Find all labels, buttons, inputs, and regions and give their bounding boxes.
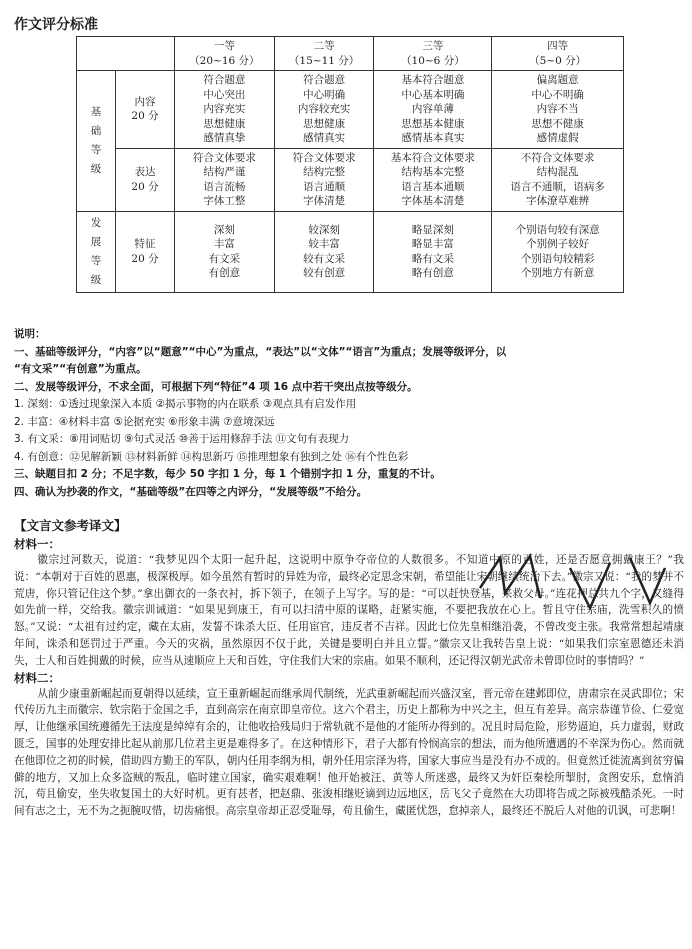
criteria-cell: [374, 211, 492, 292]
criteria-line: 字体工整: [203, 195, 246, 207]
item-name: 表达: [134, 166, 156, 178]
criteria-line: 有创意: [208, 267, 241, 279]
material2-text: 从前少康重新崛起而夏朝得以延续，宣王重新崛起而继承周代制统，光武重新崛起而兴盛汉室，晋元帝在建邺即位，唐肃宗在灵武即位；宋代传历九主而徽宗、钦宗陷于金国之手，直到高宗在南京即皇帝位。这六个君主，历史上都称为中兴之主，但互有差异。高宗恭谨节俭、仁爱宽厚，让他继承国统遵循先王法度是绰绰有余的，让他收拾残局归于常轨就不是他的才能所办得到的。况且时局危险，形势逼迫，兵力虚弱，财政匮乏，国事的处理安排比起从前那几位君主更是难得多了。在这种情形下，君子大都有怜悯高宗的想法，而为他所遭遇的不幸深为伤心。然而就在他即位之初的时候，借助四方勤王的军队，朝内任用李纲为相，朝外任用宗泽为将，国家大事应当是没有办不成的。但竟然迁徙流离到贫穷偏僻的地方，又加上众多盗贼的叛乱，临时建立国家，确实艰难啊！他开始被汪、黄等人所迷惑，最终又为奸臣秦桧所掣肘，贪图安乐，怠惰消沉，苟且偷安，坐失收复国土的大好时机。更有甚者，把赵鼎、张浚相继贬谪到边远地区，岳飞父子竟然在大功即将告成之际被残酷杀死。一时间有志之士，无不为之扼腕叹惜，切齿痛恨。高宗皇帝却正忍受耻辱，苟且偷生，藏匿忧怨，怠掉亲人，最终还不脱后人对他的讥讽，可悲啊！: [14, 687, 684, 818]
criteria-cell: [492, 71, 624, 149]
criteria-cell: [274, 148, 374, 211]
criteria-line: 中心基本明确: [401, 88, 465, 101]
level-char: 展: [90, 235, 102, 248]
criteria-line: 个别例子较好: [526, 238, 590, 250]
grade-name: 三等: [422, 40, 444, 52]
criteria-line: 较有创意: [303, 267, 346, 279]
item-name: 特征: [134, 238, 156, 250]
criteria-line: 个别地方有新意: [520, 267, 595, 279]
criteria-cell: [175, 71, 275, 149]
notes-heading: 说明：: [14, 328, 46, 340]
criteria-cell: [492, 211, 624, 292]
item-name: 内容: [134, 95, 156, 108]
criteria-line: 内容较充实: [297, 103, 351, 115]
criteria-line: 中心明确: [303, 88, 346, 101]
grade-range: （20~16 分）: [189, 54, 260, 67]
handwriting-scribble: [460, 548, 680, 618]
level-label: [77, 211, 116, 292]
note-line: 3. 有文采：⑧用词贴切 ⑨句式灵活 ⑩善于运用修辞手法 ⑪文句有表现力: [14, 433, 350, 445]
criteria-line: 个别语句较有深意: [515, 223, 600, 236]
note-line: 四、确认为抄袭的作文，“基础等级”在四等之内评分，“发展等级”不给分。: [14, 485, 368, 498]
table-row: [77, 71, 624, 149]
criteria-line: 语言流畅: [203, 180, 246, 193]
page-title: 作文评分标准: [14, 17, 98, 33]
criteria-line: 感情真挚: [203, 132, 246, 144]
criteria-cell: [374, 71, 492, 149]
note-line: 2. 丰富：④材料丰富 ⑤论据充实 ⑥形象丰满 ⑦意境深远: [14, 415, 275, 428]
scoring-notes: [14, 326, 682, 501]
criteria-line: 字体基本清楚: [401, 195, 465, 207]
item-label: [116, 148, 175, 211]
criteria-line: 语言通顺: [303, 180, 346, 193]
criteria-line: 略显丰富: [411, 238, 454, 250]
item-score: 20 分: [131, 110, 159, 123]
criteria-line: 中心不明确: [531, 88, 584, 101]
criteria-line: 字体潦草难辨: [526, 195, 590, 207]
criteria-line: 思想健康: [203, 117, 246, 130]
criteria-line: 基本符合文体要求: [390, 151, 475, 164]
criteria-line: 符合题意: [203, 74, 246, 86]
criteria-line: 思想健康: [303, 117, 346, 130]
criteria-line: 较有文采: [303, 252, 346, 265]
material1-label: 材料一：: [14, 537, 60, 551]
criteria-line: 结构基本完整: [401, 166, 465, 178]
criteria-line: 略有创意: [411, 267, 454, 279]
criteria-cell: [492, 148, 624, 211]
item-label: [116, 211, 175, 292]
item-score: 20 分: [131, 180, 159, 193]
level-char: 础: [90, 124, 102, 137]
criteria-line: 基本符合题意: [401, 74, 465, 86]
criteria-line: 结构完整: [303, 166, 346, 178]
criteria-line: 语言基本通顺: [401, 180, 465, 193]
note-line: 一、基础等级评分，“内容”以“题意”“中心”为重点，“表达”以“文体”“语言”为重点；发展等级评分，以: [14, 345, 507, 358]
criteria-line: 略有文采: [411, 252, 454, 265]
table-header-row: [77, 37, 624, 71]
level-char: 等: [90, 143, 102, 156]
level-label: [77, 71, 116, 212]
grade-header: [274, 37, 374, 71]
grade-header: [175, 37, 275, 71]
criteria-line: 丰富: [213, 238, 235, 250]
criteria-line: 偏离题意: [536, 74, 579, 86]
level-char: 等: [90, 254, 102, 267]
criteria-line: 语言不通顺，语病多: [510, 180, 605, 193]
material2-label: 材料二：: [14, 670, 60, 685]
level-char: 发: [90, 216, 102, 229]
grade-header: [492, 37, 624, 71]
material1-text: 徽宗过河数天，说道：“我梦见四个太阳一起升起，这说明中原争夺帝位的人数很多。不知道中原的百姓，还是否愿意拥戴康王？”我说：“本朝对于百姓的恩惠，极深极厚。如今虽然有暂时的异姓为帝，最终必定思念宋朝，希望能让宋朝继续统治下去。”徽宗又说：“我的梦并不荒唐，你只管记住这个梦。”拿出御衣的一条衣衬，拆下领子，在领子上写字。写的是：“可以赶快登基，来救父母。”连花押总共九个字，又缝得如先前一样，交给我。徽宗训诫道：“如果见到康王，有可以扫清中原的谋略，赶紧实施，不要把我放在心上。暂且守住宗庙，洗雪积久的愤怒。”又说：“太祖有过约定，藏在太庙，发誓不诛杀大臣、任用宦官，违反者不吉祥。因此七位先皇相继沿袭，不曾改变主张。我常常想起靖康年间，诛杀和惩罚过于严重。今天的灾祸，虽然原因不仅于此，关键是要明白并且立誓。”徽宗又让我转告皇上说：“如果我们宗室恩德还未消失，士人和百姓拥戴的时候，应当从速顺应上天和百姓，守住我们大宋的宗庙。如果不顺利，还记得汉朝光武帝未曾即位时的事情吗？”: [14, 554, 684, 667]
criteria-line: 思想基本健康: [401, 117, 465, 130]
criteria-line: 略显深刻: [411, 223, 454, 236]
item-label: [116, 71, 175, 149]
criteria-line: 字体清楚: [303, 195, 346, 207]
grade-range: （10~6 分）: [401, 54, 465, 67]
criteria-line: 结构混乱: [536, 166, 579, 178]
criteria-line: 内容单薄: [411, 103, 454, 115]
criteria-line: 不符合文体要求: [520, 151, 595, 164]
note-line: “有文采”“有创意”为重点。: [14, 363, 147, 375]
grade-range: （5~0 分）: [529, 54, 587, 67]
criteria-line: 结构严谨: [203, 166, 246, 178]
header-blank: [77, 37, 175, 71]
level-char: 级: [90, 162, 102, 175]
criteria-line: 符合文体要求: [192, 151, 256, 164]
grade-name: 四等: [547, 40, 569, 52]
criteria-line: 思想不健康: [531, 117, 584, 130]
note-line: 4. 有创意：⑫见解新颖 ⑬材料新鲜 ⑭构思新巧 ⑮推理想象有独到之处 ⑯有个性色彩: [14, 450, 409, 463]
criteria-cell: [175, 148, 275, 211]
level-char: 级: [90, 273, 102, 286]
criteria-cell: [374, 148, 492, 211]
table-row: [77, 211, 624, 292]
criteria-cell: [175, 211, 275, 292]
criteria-line: 感情真实: [303, 132, 346, 144]
criteria-line: 较丰富: [308, 238, 340, 250]
grade-name: 一等: [213, 40, 235, 52]
note-line: 1. 深刻：①透过现象深入本质 ②揭示事物的内在联系 ③观点具有启发作用: [14, 398, 357, 410]
item-score: 20 分: [131, 252, 159, 265]
note-line: 二、发展等级评分，不求全面，可根据下列“特征”4 项 16 点中若干突出点按等级分。: [14, 380, 418, 393]
criteria-cell: [274, 71, 374, 149]
criteria-line: 有文采: [208, 252, 241, 265]
rubric-table: [76, 36, 624, 293]
criteria-line: 个别语句较精彩: [520, 252, 595, 265]
grade-header: [374, 37, 492, 71]
criteria-line: 深刻: [213, 223, 235, 236]
table-row: [77, 148, 624, 211]
translation-heading: 【文言文参考译文】: [14, 518, 127, 533]
grade-range: （15~11 分）: [288, 54, 360, 67]
criteria-cell: [274, 211, 374, 292]
grade-name: 二等: [313, 40, 335, 52]
criteria-line: 感情基本真实: [401, 132, 465, 144]
criteria-line: 较深刻: [308, 223, 340, 236]
criteria-line: 符合文体要求: [292, 151, 356, 164]
level-char: 基: [90, 105, 102, 118]
criteria-line: 中心突出: [203, 88, 246, 101]
criteria-line: 内容充实: [203, 103, 246, 115]
criteria-line: 感情虚假: [536, 132, 579, 144]
criteria-line: 内容不当: [536, 103, 579, 115]
criteria-line: 符合题意: [303, 74, 346, 86]
note-line: 三、缺题目扣 2 分；不足字数，每少 50 字扣 1 分，每 1 个错别字扣 1 分，重复的不计。: [14, 468, 441, 480]
